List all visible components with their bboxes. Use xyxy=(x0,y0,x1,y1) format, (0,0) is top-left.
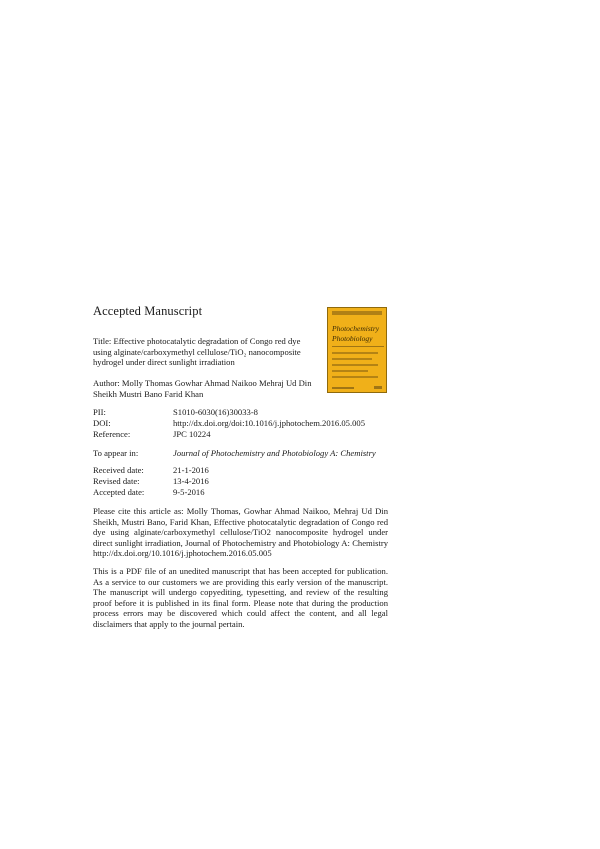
author-label: Author: xyxy=(93,378,120,388)
meta-key: PII: xyxy=(93,407,106,417)
journal-cover-image xyxy=(327,307,387,393)
article-title xyxy=(93,336,319,368)
author-text: Molly Thomas Gowhar Ahmad Naikoo Mehraj Ud Din Sheikh Mustri Bano Farid Khan xyxy=(93,378,312,399)
cover-title-line-2: Photobiology xyxy=(332,334,373,343)
meta-value: 13-4-2016 xyxy=(173,476,209,486)
cover-number xyxy=(374,386,382,389)
meta-value: 9-5-2016 xyxy=(173,487,205,497)
cover-text-line xyxy=(332,358,372,360)
cover-footer xyxy=(332,387,354,389)
article-authors xyxy=(93,378,319,399)
cover-masthead xyxy=(332,311,382,315)
cover-rule xyxy=(332,346,384,347)
meta-key: Received date: xyxy=(93,465,144,475)
cover-title-line-1: Photochemistry xyxy=(332,324,380,333)
meta-key: Accepted date: xyxy=(93,487,145,497)
meta-key: DOI: xyxy=(93,418,111,428)
meta-value: JPC 10224 xyxy=(173,429,211,439)
cover-text-line xyxy=(332,376,378,378)
meta-value: 21-1-2016 xyxy=(173,465,209,475)
journal-name: Journal of Photochemistry and Photobiology A: Chemistry xyxy=(173,448,376,458)
cover-text-line xyxy=(332,370,368,372)
meta-value: S1010-6030(16)30033-8 xyxy=(173,407,258,417)
cover-text-line xyxy=(332,364,378,366)
meta-key: Reference: xyxy=(93,429,131,439)
title-text: Effective photocatalytic degradation of Congo red dye using alginate/carboxymethyl cellulose/TiO₂ nanocomposite hydrogel under direct sunlight irradiation xyxy=(93,336,301,368)
meta-key: To appear in: xyxy=(93,448,139,458)
doi-link[interactable]: http://dx.doi.org/doi:10.1016/j.jphotochem.2016.05.005 xyxy=(173,418,366,428)
page-heading: Accepted Manuscript xyxy=(93,304,203,318)
citation-paragraph: Please cite this article as: Molly Thomas, Gowhar Ahmad Naikoo, Mehraj Ud Din Sheikh, Mustri Bano, Farid Khan, Effective photocatalytic degradation of Congo red dye using alginate/carboxymethyl cellulose/TiO2 nanocomposite hydrogel under direct sunlight irradiation, Journal of Photochemistry and Photobiology A: Chemistry http://dx.doi.org/10.1016/j.jphotochem.2016.05.005 xyxy=(93,506,388,559)
title-label: Title: xyxy=(93,336,112,346)
meta-key: Revised date: xyxy=(93,476,140,486)
disclaimer-paragraph: This is a PDF file of an unedited manuscript that has been accepted for publication. As a service to our customers we are providing this early version of the manuscript. The manuscript will undergo copyediting, typesetting, and review of the resulting proof before it is published in its final form. Please note that during the production process errors may be discovered which could affect the content, and all legal disclaimers that apply to the journal pertain. xyxy=(93,566,388,629)
cover-text-line xyxy=(332,352,378,354)
